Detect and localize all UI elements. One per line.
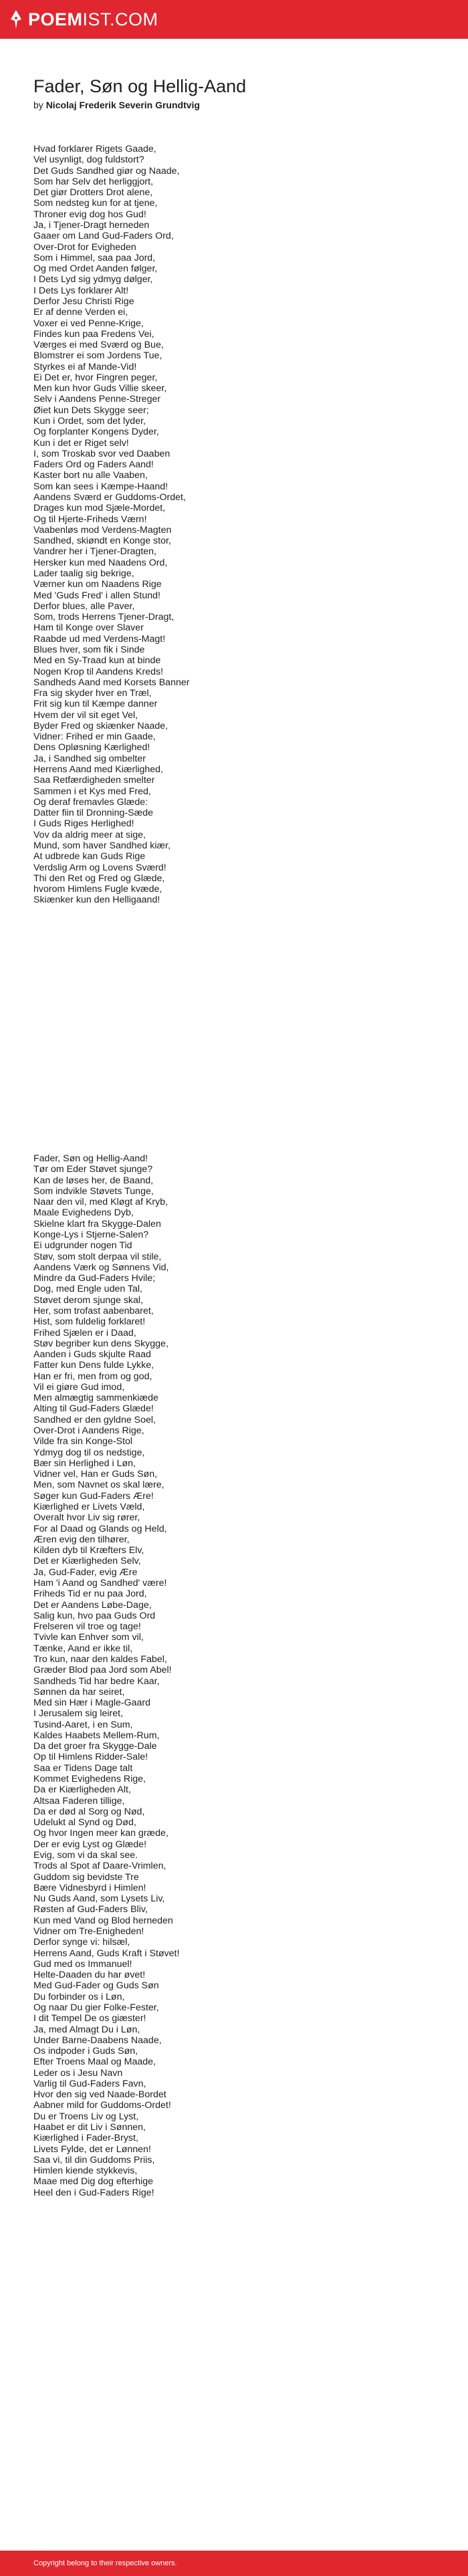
- author-link[interactable]: Nicolaj Frederik Severin Grundtvig: [45, 100, 200, 110]
- poem-title: Fader, Søn og Hellig-Aand: [33, 76, 247, 96]
- site-logo-link[interactable]: [9, 9, 158, 30]
- site-header: [0, 0, 468, 39]
- poem-section-2: Fader, Søn og Hellig-Aand! Tør om Eder Støvet sjunge? Kan de løses her, de Baand, Som indvikle Støvets Tunge, Naar den vil, med Kløgt af Kryb, Maale Evighedens Dyb, Skielne klart fra Skygge-Dalen Konge-Lys i Stjerne-Salen? Ei udgrunder nogen Tid Støv, som stolt derpaa vil stile, Aandens Værk og Sønnens Vid, Mindre da Gud-Faders Hvile; Dog, med Engle uden Tal, Støvet derom sjunge skal, Her, som trofast aabenbaret, Hist, som fuldelig forklaret! Frihed Sjælen er i Daad, Støv begriber kun dens Skygge, Aanden i Guds skjulte Raad Fatter kun Dens fulde Lykke, Han er fri, men from og god, Vil ei giøre Gud imod, Men almægtig sammenkiæde Alting til Gud-Faders Glæde! Sandhed er den gyldne Soel, Over-Drot i Aandens Rige, Vilde fra sin Konge-Stol Ydmyg dog til os nedstige, Bær sin Herlighed i Løn, Vidner vel, Han er Guds Søn, Men, som Navnet os skal lære, Søger kun Gud-Faders Ære! Kiærlighed er Livets Væld, Overalt hvor Liv sig rører, For al Daad og Glands og Held, Æren evig den tilhører, Kilden dyb til Kræfters Elv, Det er Kiærligheden Selv, Ja, Gud-Fader, evig Ære Ham 'i Aand og Sandhed' være! Friheds Tid er nu paa Jord, Det er Aandens Løbe-Dage, Salig kun, hvo paa Guds Ord Frelseren vil troe og tage! Tvivle kan Enhver som vil, Tænke, Aand er ikke til, Tro kun, naar den kaldes Fabel, Græder Blod paa Jord som Abel! Sandheds Tid har bedre Kaar, Sønnen da har seiret, Med sin Hær i Magle-Gaard I Jerusalem sig leiret, Tusind-Aaret, i en Sum, Kaldes Haabets Mellem-Rum, Da det groer fra Skygge-Dale Op til Himlens Ridder-Sale! Saa er Tidens Dage talt Kommet Evighedens Rige, Da er Kiærligheden Alt, Altsaa Faderen tillige, Da er død al Sorg og Nød, Udelukt al Synd og Død, Og hvor Ingen meer kan græde, Der er evig Lyst og Glæde! Evig, som vi da skal see. Trods al Spot af Daare-Vrimlen, Guddom sig bevidste Tre Bære Vidnesbyrd i Himlen! Nu Guds Aand, som Lysets Liv, Røsten af Gud-Faders Bliv, Kun med Vand og Blod herneden Vidner om Tre-Enigheden! Derfor synge vi: hilsæl, Herrens Aand, Guds Kraft i Støvet! Gud med os Immanuel! Helte-Daaden du har øvet! Med Gud-Fader og Guds Søn Du forbinder os i Løn, Og naar Du gier Folke-Fester, I dit Tempel De os giæster! Ja, med Almagt Du i Løn, Under Barne-Daabens Naade, Os indpoder i Guds Søn, Efter Troens Maal og Maade, Leder os i Jesu Navn Varlig til Gud-Faders Favn, Hvor den sig ved Naade-Bordet Aabner mild for Guddoms-Ordet! Du er Troens Liv og Lyst, Haabet er dit Liv i Sønnen, Kiærlighed i Fader-Bryst, Livets Fylde, det er Lønnen! Saa vi, til din Guddoms Priis, Himlen kiende stykkevis, Maae med Dig dog efterhige Heel den i Gud-Faders Rige!: [33, 1153, 180, 2198]
- byline-prefix: by: [33, 100, 43, 110]
- site-footer: [0, 2551, 468, 2576]
- site-logo-text: [28, 9, 158, 30]
- poem-section-1: Hvad forklarer Rigets Gaade, Vel usynligt, dog fuldstort? Det Guds Sandhed giør og Naade, Som har Selv det herliggjort, Det giør Drotters Drot alene, Som nedsteg kun for at tjene, Throner evig dog hos Gud! Ja, i Tjener-Dragt herneden Gaaer om Land Gud-Faders Ord, Over-Drot for Evigheden Som i Himmel, saa paa Jord, Og med Ordet Aanden følger, I Dets Lyd sig ydmyg dølger, I Dets Lys forklarer Alt! Derfor Jesu Christi Rige Er af denne Verden ei, Voxer ei ved Penne-Krige, Findes kun paa Fredens Vei, Værges ei med Sværd og Bue, Blomstrer ei som Jordens Tue, Styrkes ei af Mande-Vid! Ei Det er, hvor Fingren peger, Men kun hvor Guds Villie skeer, Selv i Aandens Penne-Streger Øiet kun Dets Skygge seer; Kun i Ordet, som det lyder, Og forplanter Kongens Dyder, Kun i det er Riget selv! I, som Troskab svor ved Daaben Faders Ord og Faders Aand! Kaster bort nu alle Vaaben, Som kan sees i Kæmpe-Haand! Aandens Sværd er Guddoms-Ordet, Drages kun mod Sjæle-Mordet, Og til Hjerte-Friheds Værn! Vaabenløs mod Verdens-Magten Sandhed, skiøndt en Konge stor, Vandrer her i Tjener-Dragten, Hersker kun med Naadens Ord, Lader taalig sig bekrige, Værner kun om Naadens Rige Med 'Guds Fred' i allen Stund! Derfor blues, alle Paver, Som, trods Herrens Tjener-Dragt, Ham til Konge over Slaver Raabde ud med Verdens-Magt! Blues hver, som fik i Sinde Med en Sy-Traad kun at binde Nogen Krop til Aandens Kreds! Sandheds Aand med Korsets Banner Fra sig skyder hver en Træl, Frit sig kun til Kæmpe danner Hvem der vil sit eget Vel, Byder Fred og skiænker Naade, Vidner: Frihed er min Gaade, Dens Opløsning Kærlighed! Ja, i Sandhed sig ombelter Herrens Aand med Kiærlighed, Saa Retfærdigheden smelter Sammen i et Kys med Fred, Og deraf fremavles Glæde: Datter fiin til Dronning-Sæde I Guds Riges Herlighed! Vov da aldrig meer at sige, Mund, som haver Sandhed kiær, At udbrede kan Guds Rige Verdslig Arm og Lovens Sværd! Thi den Ret og Fred og Glæde, hvorom Himlens Fugle kvæde, Skiænker kun den Helligaand!: [33, 144, 190, 906]
- copyright-text: Copyright belong to their respective owners.: [33, 2559, 177, 2567]
- logo-rest-part: IST.COM: [82, 9, 158, 29]
- poem-byline: [33, 99, 200, 111]
- pen-nib-icon: [9, 9, 23, 29]
- logo-bold-part: POEM: [28, 9, 83, 29]
